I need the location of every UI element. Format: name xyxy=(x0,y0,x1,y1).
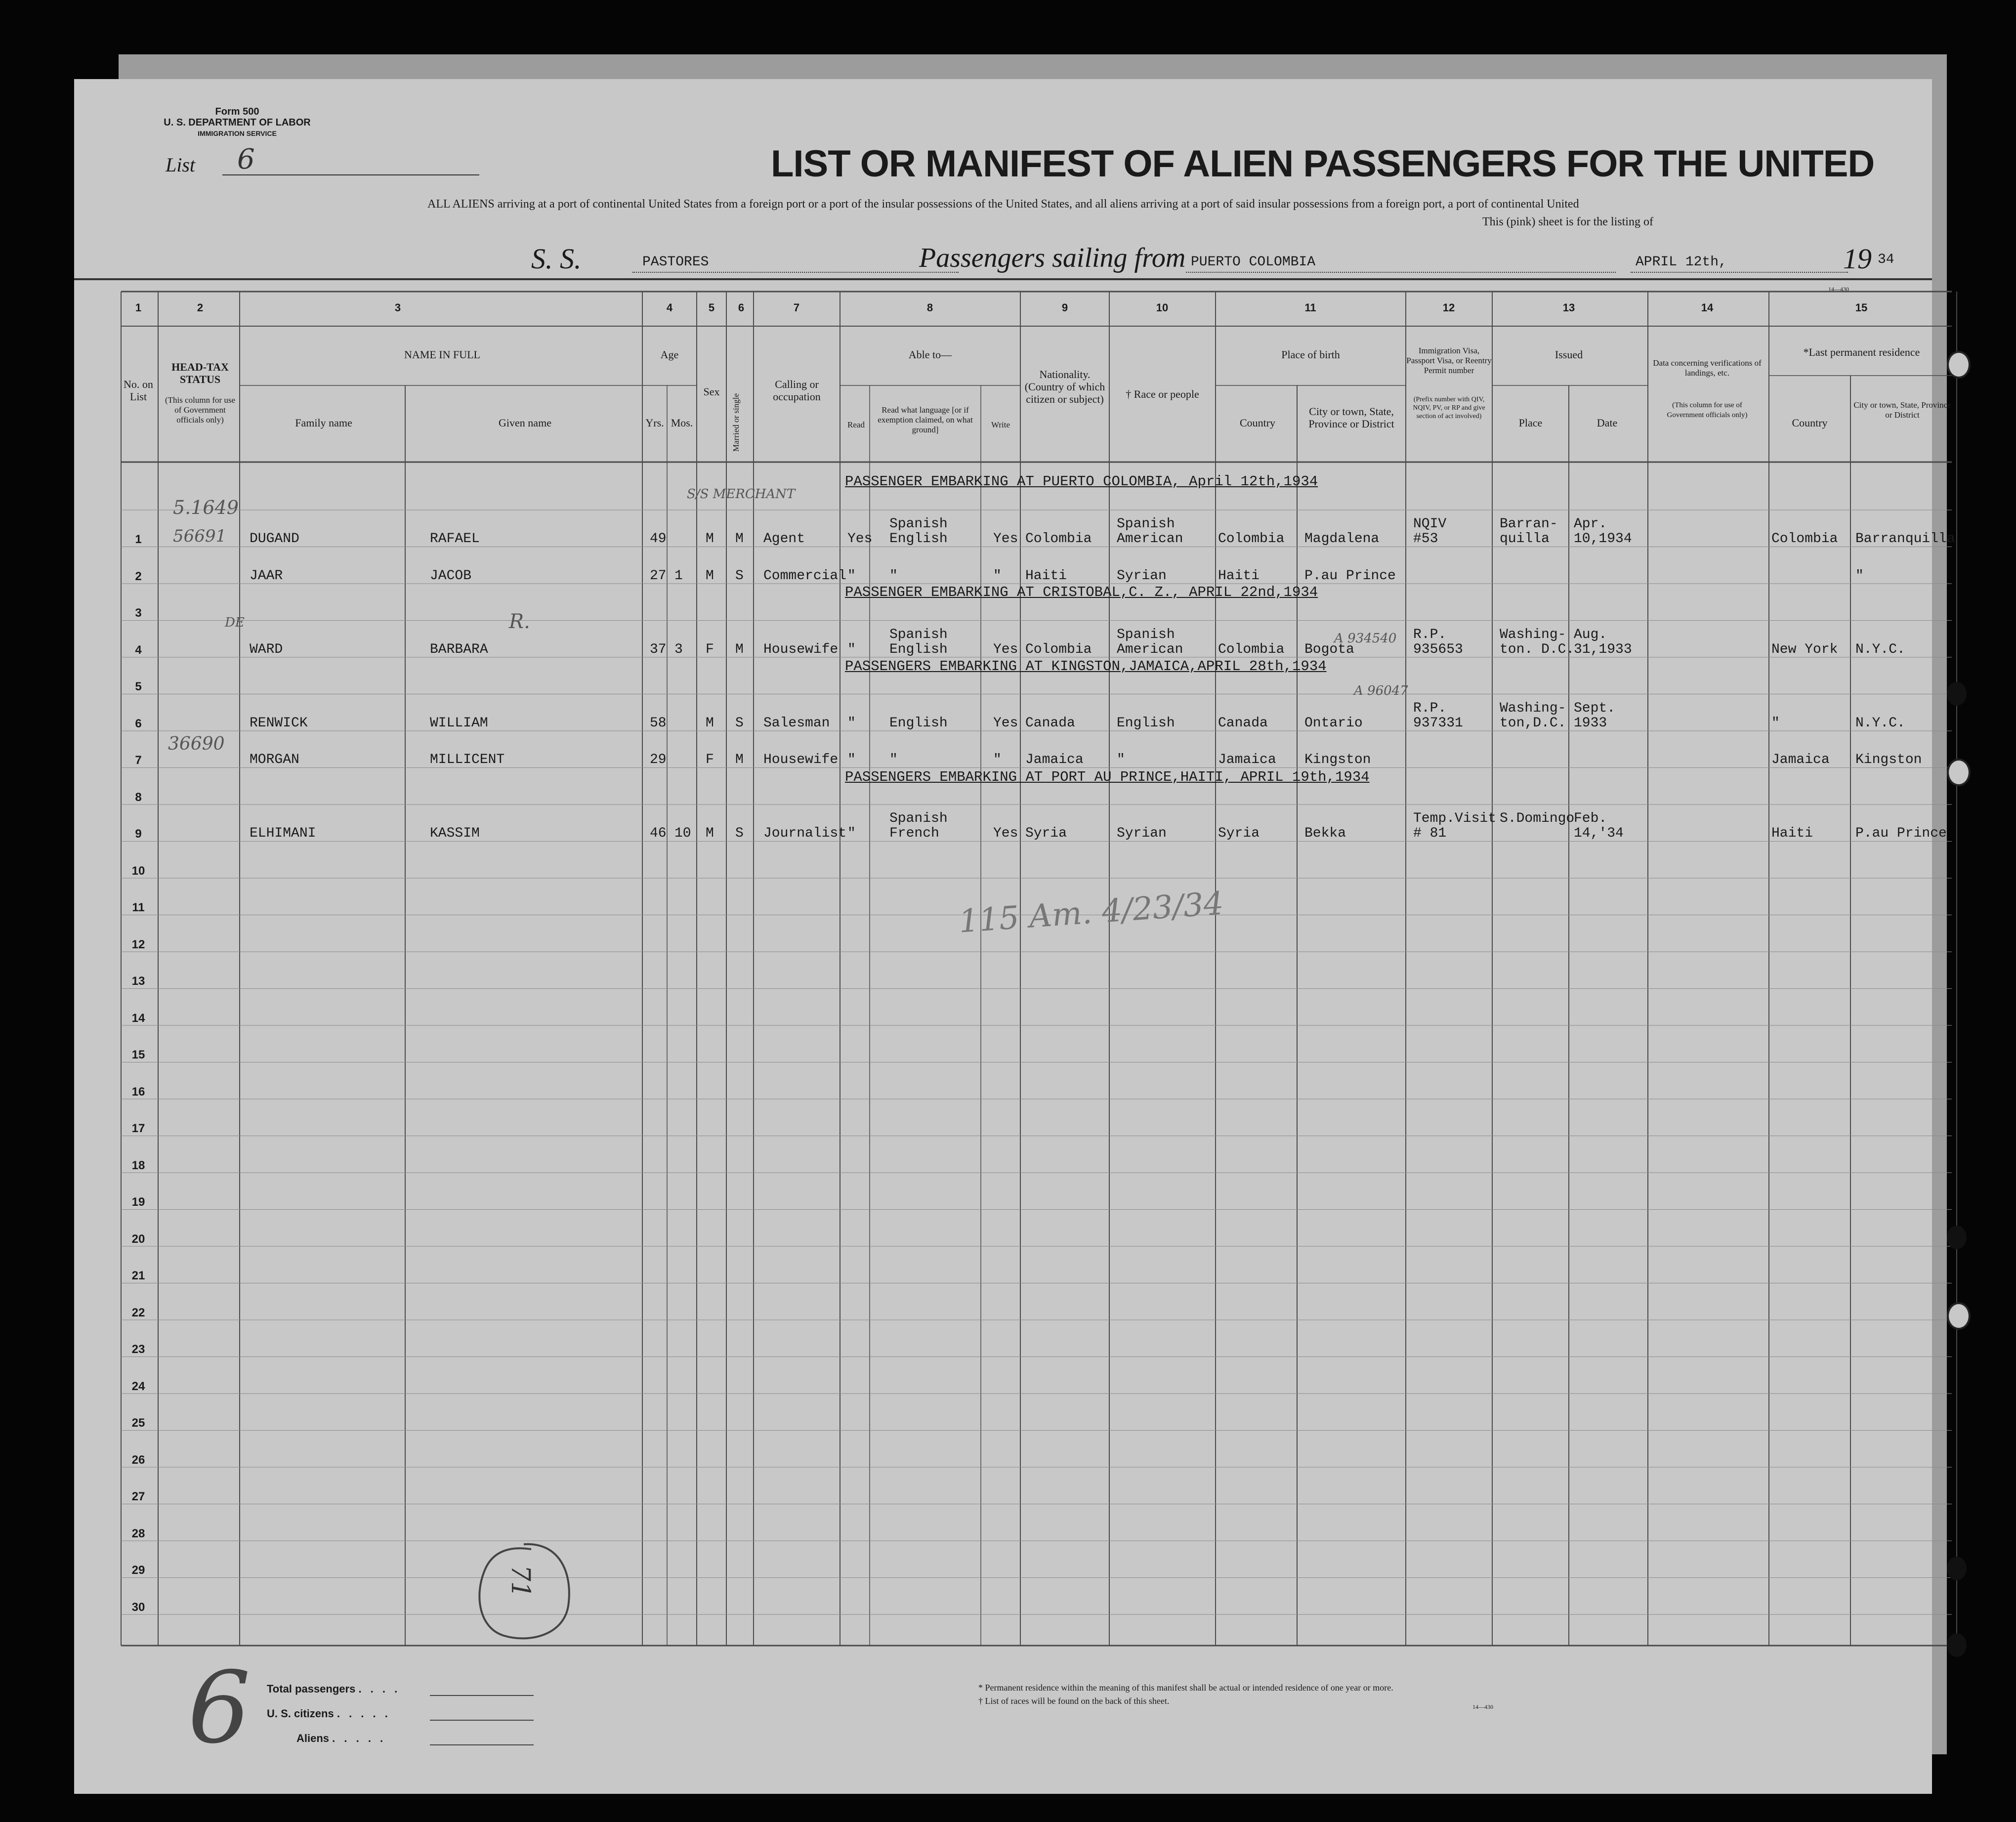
family-name-cell: MORGAN xyxy=(250,752,299,767)
sex-cell: M xyxy=(706,715,714,731)
language-cell: English xyxy=(889,641,948,657)
nationality-cell: Haiti xyxy=(1025,568,1067,584)
row-number: 9 xyxy=(135,827,142,841)
manifest-sheet xyxy=(74,79,1955,1794)
issued-date-cell: 1933 xyxy=(1574,715,1607,731)
family-name-cell: DUGAND xyxy=(250,531,299,547)
row-number: 21 xyxy=(131,1269,145,1282)
residence-country-cell: " xyxy=(1771,715,1780,731)
birth-city-cell: Bekka xyxy=(1304,826,1346,841)
head-data-note: (This column for use of Government officials only) xyxy=(1667,401,1748,419)
language-upper-cell: Spanish xyxy=(889,627,948,642)
head-write: Write xyxy=(991,420,1010,429)
race-upper-cell: Spanish xyxy=(1117,516,1175,532)
binder-hole-3 xyxy=(1947,759,1971,786)
row-number: 16 xyxy=(131,1085,145,1099)
issued-place-cell: ton. D.C. xyxy=(1500,641,1575,657)
write-cell: Yes xyxy=(993,715,1018,731)
race-upper-cell: Spanish xyxy=(1117,627,1175,642)
issued-date-upper-cell: Sept. xyxy=(1574,700,1616,716)
age-years-cell: 46 xyxy=(650,826,667,841)
head-data-concerning: Data concerning verifications of landings, etc. xyxy=(1653,358,1762,378)
given-name-cell: RAFAEL xyxy=(430,531,480,547)
column-number: 10 xyxy=(1156,301,1169,314)
issued-date-upper-cell: Aug. xyxy=(1574,627,1607,642)
head-age: Age xyxy=(660,348,679,361)
row-number: 14 xyxy=(131,1011,145,1025)
head-visa: Immigration Visa, Passport Visa, or Reentry Permit number xyxy=(1406,346,1492,375)
visa-upper-cell: R.P. xyxy=(1413,627,1447,642)
calling-cell: Housewife xyxy=(763,641,839,657)
list-number: 6 xyxy=(237,143,255,175)
head-head-tax-note: (This column for use of Government officials only) xyxy=(165,395,236,424)
given-name-cell: JACOB xyxy=(430,568,472,584)
race-cell: Syrian xyxy=(1117,826,1167,841)
embark-line-cristobal: PASSENGER EMBARKING AT CRISTOBAL,C. Z., APRIL 22nd,1934 xyxy=(845,584,1318,600)
age-years-cell: 27 xyxy=(650,568,667,584)
write-cell: " xyxy=(993,568,1002,584)
footer-form-code: 14—430 xyxy=(1472,1703,1493,1710)
issued-place-cell: ton,D.C. xyxy=(1500,715,1566,731)
total-passengers-line xyxy=(430,1695,534,1696)
handwritten-visa-6: A 96047 xyxy=(1354,683,1408,698)
visa-cell: # 81 xyxy=(1413,826,1447,841)
row-number: 3 xyxy=(135,606,142,620)
residence-city-cell: N.Y.C. xyxy=(1855,641,1905,657)
read-cell: " xyxy=(847,641,856,657)
head-birth-country: Country xyxy=(1239,417,1276,429)
row-number: 28 xyxy=(131,1526,145,1540)
column-number: 4 xyxy=(666,301,673,314)
sailing-date: APRIL 12th, xyxy=(1636,254,1727,270)
head-visa-note: (Prefix number with QIV, NQIV, PV, or RP and give section of act involved) xyxy=(1413,396,1485,420)
read-cell: " xyxy=(847,752,856,767)
birth-city-cell: Bogota xyxy=(1304,641,1354,657)
write-cell: Yes xyxy=(993,641,1018,657)
column-number: 14 xyxy=(1701,301,1714,314)
birth-city-cell: Kingston xyxy=(1304,752,1371,767)
residence-city-cell: Barranquilla xyxy=(1855,531,1955,547)
head-given-name: Given name xyxy=(499,417,551,429)
issued-place-cell: quilla xyxy=(1500,531,1550,547)
family-name-cell: WARD xyxy=(250,641,283,657)
column-number: 11 xyxy=(1304,301,1316,314)
family-name-cell: JAAR xyxy=(250,568,283,584)
married-cell: M xyxy=(735,531,744,547)
row-number: 7 xyxy=(135,754,142,767)
issued-place-upper-cell: Barran- xyxy=(1500,516,1558,532)
age-months-cell: 10 xyxy=(674,826,691,841)
residence-city-cell: Kingston xyxy=(1855,752,1922,767)
visa-upper-cell: NQIV xyxy=(1413,516,1447,532)
column-number: 7 xyxy=(793,301,800,314)
row-number: 22 xyxy=(131,1306,145,1319)
race-cell: American xyxy=(1117,641,1183,657)
us-citizens-line xyxy=(430,1720,534,1721)
race-cell: " xyxy=(1117,752,1125,767)
race-cell: English xyxy=(1117,715,1175,731)
calling-cell: Housewife xyxy=(763,752,839,767)
calling-cell: Commercial xyxy=(763,568,847,584)
birth-city-cell: Magdalena xyxy=(1304,531,1380,547)
column-number: 1 xyxy=(135,301,142,314)
language-cell: English xyxy=(889,715,948,731)
visa-cell: #53 xyxy=(1413,531,1438,547)
year-suffix: 34 xyxy=(1878,252,1894,267)
row-number: 25 xyxy=(131,1416,145,1430)
row-number: 24 xyxy=(131,1379,145,1393)
head-place-of-birth: Place of birth xyxy=(1281,348,1340,361)
race-cell: Syrian xyxy=(1117,568,1167,584)
footer-aliens: Aliens . . . . . xyxy=(296,1732,386,1744)
column-number: 2 xyxy=(197,301,204,314)
birth-city-cell: Ontario xyxy=(1304,715,1363,731)
issued-date-cell: 31,1933 xyxy=(1574,641,1632,657)
column-number: 15 xyxy=(1855,301,1868,314)
row-number: 10 xyxy=(131,864,145,878)
form-number: Form 500 xyxy=(215,106,259,117)
footnote-permanent-residence: * Permanent residence within the meaning of this manifest shall be actual or intended residence of one year or more. xyxy=(978,1683,1393,1693)
visa-cell: 937331 xyxy=(1413,715,1463,731)
birth-country-cell: Colombia xyxy=(1218,641,1285,657)
head-no-on-list: No. on List xyxy=(124,378,153,403)
row-number: 4 xyxy=(135,643,142,657)
total-passengers-label: Total passengers xyxy=(267,1683,356,1695)
sailing-label: Passengers sailing from xyxy=(919,243,1186,273)
head-res-country: Country xyxy=(1792,417,1828,429)
head-mos: Mos. xyxy=(671,417,693,429)
read-cell: " xyxy=(847,715,856,731)
column-number: 9 xyxy=(1061,301,1068,314)
nationality-cell: Colombia xyxy=(1025,641,1092,657)
head-issued: Issued xyxy=(1554,348,1583,361)
aliens-line xyxy=(430,1744,534,1745)
row-number: 13 xyxy=(131,975,145,988)
birth-city-cell: P.au Prince xyxy=(1304,568,1396,584)
calling-cell: Salesman xyxy=(763,715,830,731)
head-issued-place: Place xyxy=(1518,417,1543,429)
footnote-races: † List of races will be found on the back of this sheet. xyxy=(978,1696,1170,1706)
residence-country-cell: Haiti xyxy=(1771,826,1813,841)
handwritten-head-tax-7: 36690 xyxy=(168,734,225,754)
language-upper-cell: Spanish xyxy=(889,516,948,532)
year-prefix: 19 xyxy=(1843,243,1872,275)
row-number: 1 xyxy=(135,533,142,546)
given-name-cell: BARBARA xyxy=(430,641,488,657)
birth-country-cell: Colombia xyxy=(1218,531,1285,547)
row-number: 2 xyxy=(135,569,142,583)
row-number: 18 xyxy=(131,1158,145,1172)
head-family-name: Family name xyxy=(295,417,352,429)
head-calling: Calling or occupation xyxy=(773,378,821,403)
residence-city-cell: N.Y.C. xyxy=(1855,715,1905,731)
head-married: Married or single xyxy=(731,393,741,452)
head-name-in-full: NAME IN FULL xyxy=(404,348,480,361)
head-birth-city: City or town, State, Province or District xyxy=(1308,405,1394,430)
age-years-cell: 49 xyxy=(650,531,667,547)
write-cell: " xyxy=(993,752,1002,767)
calling-cell: Agent xyxy=(763,531,805,547)
married-cell: S xyxy=(735,715,744,731)
ship-name: PASTORES xyxy=(642,254,709,270)
read-cell: Yes xyxy=(847,531,873,547)
married-cell: S xyxy=(735,568,744,584)
ss-label: S. S. xyxy=(531,243,582,275)
handwritten-head-tax-2: 56691 xyxy=(173,526,227,546)
footer-us-citizens: U. S. citizens . . . . . xyxy=(267,1707,391,1720)
birth-country-cell: Jamaica xyxy=(1218,752,1276,767)
column-number: 6 xyxy=(738,301,745,314)
department: U. S. DEPARTMENT OF LABOR xyxy=(164,117,311,128)
row-number: 30 xyxy=(131,1600,145,1614)
column-number: 8 xyxy=(926,301,933,314)
sex-cell: M xyxy=(706,531,714,547)
row-number: 8 xyxy=(135,790,142,804)
language-cell: " xyxy=(889,752,898,767)
residence-country-cell: New York xyxy=(1771,641,1838,657)
residence-country-cell: Jamaica xyxy=(1771,752,1830,767)
row-number: 6 xyxy=(135,717,142,730)
issued-date-upper-cell: Feb. xyxy=(1574,811,1607,826)
handwritten-margin-de: DE xyxy=(225,615,245,630)
embark-line-puerto-colombia: PASSENGER EMBARKING AT PUERTO COLOMBIA, April 12th,1934 xyxy=(845,473,1318,490)
nationality-cell: Canada xyxy=(1025,715,1075,731)
embark-line-port-au-prince: PASSENGERS EMBARKING AT PORT AU PRINCE,HAITI, APRIL 19th,1934 xyxy=(845,769,1370,785)
column-number: 12 xyxy=(1442,301,1455,314)
head-sex: Sex xyxy=(703,385,720,398)
married-cell: M xyxy=(735,752,744,767)
sex-cell: M xyxy=(706,826,714,841)
residence-city-cell: " xyxy=(1855,568,1864,584)
age-years-cell: 29 xyxy=(650,752,667,767)
row-number: 11 xyxy=(132,901,145,914)
issued-date-upper-cell: Apr. xyxy=(1574,516,1607,532)
visa-upper-cell: Temp.Visit xyxy=(1413,811,1497,826)
read-cell: " xyxy=(847,568,856,584)
head-issued-date: Date xyxy=(1596,417,1618,429)
issued-date-cell: 14,'34 xyxy=(1574,826,1624,841)
footer-total-passengers: Total passengers . . . . xyxy=(267,1683,401,1695)
column-number: 13 xyxy=(1562,301,1575,314)
binder-hole-1 xyxy=(1947,351,1971,379)
visa-cell: 935653 xyxy=(1413,641,1463,657)
issued-place-upper-cell: S.Domingo xyxy=(1500,811,1575,826)
head-yrs: Yrs. xyxy=(645,417,664,429)
given-name-cell: KASSIM xyxy=(430,826,480,841)
binder-hole-4 xyxy=(1947,1226,1967,1249)
write-cell: Yes xyxy=(993,826,1018,841)
residence-country-cell: Colombia xyxy=(1771,531,1838,547)
head-able-to: Able to— xyxy=(908,348,952,361)
age-months-cell: 1 xyxy=(674,568,683,584)
row-number: 27 xyxy=(131,1490,145,1503)
sex-cell: F xyxy=(706,752,714,767)
binder-hole-5 xyxy=(1947,1302,1971,1330)
nationality-cell: Syria xyxy=(1025,826,1067,841)
head-head-tax: HEAD-TAX STATUS xyxy=(171,361,229,385)
handwritten-visa-4: A 934540 xyxy=(1334,631,1397,646)
form-code-top: 14—430 xyxy=(1828,286,1849,293)
row-number: 15 xyxy=(131,1048,145,1061)
binder-hole-6 xyxy=(1947,1557,1967,1580)
language-cell: " xyxy=(889,568,898,584)
birth-country-cell: Canada xyxy=(1218,715,1268,731)
column-number: 3 xyxy=(394,301,401,314)
language-cell: French xyxy=(889,826,939,841)
binder-hole-2 xyxy=(1947,682,1967,706)
row-number: 29 xyxy=(131,1564,145,1577)
row-number: 26 xyxy=(131,1453,145,1467)
read-cell: " xyxy=(847,826,856,841)
embark-line-kingston: PASSENGERS EMBARKING AT KINGSTON,JAMAICA,APRIL 28th,1934 xyxy=(845,658,1327,675)
language-upper-cell: Spanish xyxy=(889,811,948,826)
given-name-cell: MILLICENT xyxy=(430,752,505,767)
row-number: 12 xyxy=(131,937,145,951)
circled-number: 71 xyxy=(505,1565,536,1598)
row-number: 5 xyxy=(135,680,142,693)
handwritten-calling-1: S/S MERCHANT xyxy=(687,487,796,502)
row-number: 20 xyxy=(131,1232,145,1246)
us-citizens-label: U. S. citizens xyxy=(267,1707,334,1720)
write-cell: Yes xyxy=(993,531,1018,547)
nationality-cell: Colombia xyxy=(1025,531,1092,547)
age-months-cell: 3 xyxy=(674,641,683,657)
head-read-lang: Read what language [or if exemption claimed, on what ground] xyxy=(878,405,973,434)
age-years-cell: 58 xyxy=(650,715,667,731)
head-last-residence: *Last permanent residence xyxy=(1803,346,1920,358)
family-name-cell: ELHIMANI xyxy=(250,826,316,841)
sailing-port: PUERTO COLOMBIA xyxy=(1191,254,1316,270)
column-number: 5 xyxy=(708,301,715,314)
large-margin-number: 6 xyxy=(188,1651,251,1766)
instruction-line-2: This (pink) sheet is for the listing of xyxy=(1482,215,1653,228)
age-years-cell: 37 xyxy=(650,641,667,657)
aliens-label: Aliens xyxy=(296,1732,330,1744)
married-cell: M xyxy=(735,641,744,657)
instruction-line-1: ALL ALIENS arriving at a port of continental United States from a foreign port or a port of the insular possessions of the United States, and all aliens arriving at a port of said insular possessions from a foreign port, a port of continental United xyxy=(427,198,1579,211)
visa-upper-cell: R.P. xyxy=(1413,700,1447,716)
row-number: 19 xyxy=(131,1195,145,1209)
given-name-cell: WILLIAM xyxy=(430,715,488,731)
head-res-city: City or town, State, Province or District xyxy=(1853,400,1951,420)
birth-country-cell: Haiti xyxy=(1218,568,1260,584)
married-cell: S xyxy=(735,826,744,841)
handwritten-head-tax-1: 5.1649 xyxy=(173,497,239,518)
handwritten-signature: 115 Am. 4/23/34 xyxy=(958,885,1225,940)
language-cell: English xyxy=(889,531,948,547)
list-label: List xyxy=(166,154,196,176)
birth-country-cell: Syria xyxy=(1218,826,1260,841)
service: IMMIGRATION SERVICE xyxy=(198,129,277,137)
issued-place-upper-cell: Washing- xyxy=(1500,700,1566,716)
sex-cell: F xyxy=(706,641,714,657)
nationality-cell: Jamaica xyxy=(1025,752,1084,767)
head-nationality: Nationality. (Country of which citizen or subject) xyxy=(1024,368,1105,405)
calling-cell: Journalist xyxy=(763,826,847,841)
handwritten-initial: R. xyxy=(509,610,530,633)
page-title: LIST OR MANIFEST OF ALIEN PASSENGERS FOR THE UNITED xyxy=(771,143,1875,185)
binder-hole-7 xyxy=(1947,1633,1967,1657)
issued-place-upper-cell: Washing- xyxy=(1500,627,1566,642)
issued-date-cell: 10,1934 xyxy=(1574,531,1632,547)
row-number: 23 xyxy=(131,1343,145,1356)
row-number: 17 xyxy=(131,1122,145,1135)
family-name-cell: RENWICK xyxy=(250,715,308,731)
residence-city-cell: P.au Prince xyxy=(1855,826,1947,841)
race-cell: American xyxy=(1117,531,1183,547)
head-read: Read xyxy=(847,420,865,429)
sex-cell: M xyxy=(706,568,714,584)
head-race: † Race or people xyxy=(1126,388,1199,400)
